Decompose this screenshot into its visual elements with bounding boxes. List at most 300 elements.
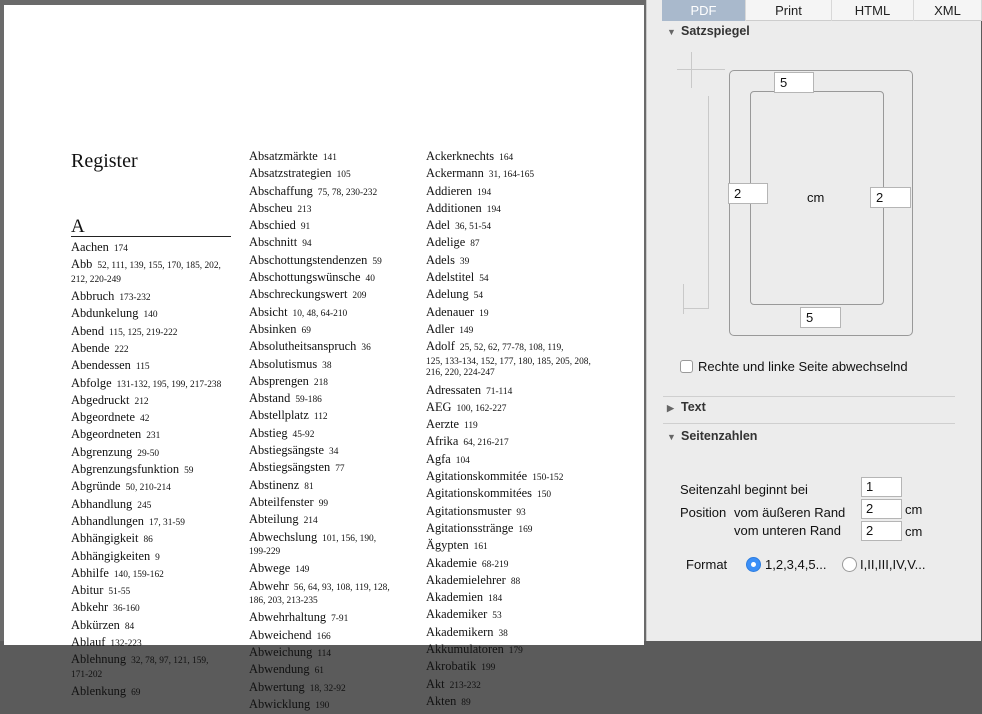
index-pages: 38	[322, 360, 332, 371]
index-term: Adelung	[426, 287, 469, 302]
index-entry	[426, 521, 598, 538]
index-term: Abschreckungswert	[249, 287, 348, 302]
index-term: Abgeordneten	[71, 427, 142, 442]
index-term: Abend	[71, 323, 105, 338]
index-entry	[71, 376, 239, 393]
bottom-margin-label: vom unteren Rand	[734, 523, 841, 538]
index-entry	[426, 270, 598, 287]
index-pages: 61	[314, 666, 324, 677]
format-tabs	[662, 0, 982, 21]
index-term: Ablenkung	[71, 684, 127, 699]
index-entry	[249, 235, 417, 252]
guide-line	[683, 308, 709, 309]
index-term: Akademie	[426, 555, 477, 570]
index-pages: 119	[464, 421, 478, 432]
tab-xml[interactable]: XML	[914, 0, 982, 21]
index-entry	[426, 573, 598, 590]
index-term: Abwechslung	[249, 529, 318, 544]
register-title: Register	[71, 150, 138, 172]
index-entry	[71, 652, 239, 681]
index-entry	[426, 659, 598, 676]
index-entry	[426, 218, 598, 235]
disclosure-open-icon: ▼	[667, 432, 676, 442]
index-entry	[426, 383, 598, 400]
index-pages: 149	[295, 565, 310, 576]
format-label: Format	[686, 557, 728, 572]
index-pages: 150-152	[532, 473, 564, 484]
index-pages: 86	[143, 535, 153, 546]
index-entry	[249, 374, 417, 391]
index-entry	[426, 287, 598, 304]
index-pages: 53	[492, 611, 502, 622]
index-pages: 69	[301, 325, 311, 336]
index-entry	[249, 610, 417, 627]
index-pages: 213-232	[449, 680, 481, 691]
index-pages: 45-92	[292, 429, 315, 440]
index-term: Adler	[426, 321, 455, 336]
index-pages: 89	[461, 697, 471, 708]
index-pages: 59	[372, 256, 382, 267]
index-pages: 69	[131, 688, 141, 699]
index-pages: 36, 51-54	[455, 222, 492, 233]
index-term: Afrika	[426, 434, 459, 449]
index-term: Agfa	[426, 451, 451, 466]
index-pages: 34	[329, 447, 339, 458]
index-term: Agitationsmuster	[426, 503, 512, 518]
index-pages: 59-186	[295, 395, 322, 406]
index-pages: 36	[361, 343, 371, 354]
index-term: Abgründe	[71, 479, 121, 494]
index-entry	[249, 201, 417, 218]
index-entry	[426, 538, 598, 555]
index-entry	[426, 434, 598, 451]
index-term: Absolutheitsanspruch	[249, 339, 357, 354]
index-term: Abgeordnete	[71, 410, 135, 425]
index-entry	[71, 549, 239, 566]
index-pages: 209	[352, 291, 367, 302]
index-term: Abstellplatz	[249, 408, 309, 423]
index-pages: 77	[335, 464, 345, 475]
index-term: Abhandlung	[71, 496, 133, 511]
index-term: Abweichend	[249, 627, 312, 642]
index-entry	[71, 684, 239, 701]
index-pages: 194	[486, 204, 501, 215]
index-pages: 54	[479, 274, 489, 285]
index-pages: 101, 156, 190,	[322, 533, 377, 544]
index-entry	[249, 391, 417, 408]
index-entry	[249, 662, 417, 679]
index-entry	[71, 341, 239, 358]
index-term: Abb	[71, 257, 93, 272]
index-entry	[426, 305, 598, 322]
alternate-pages-checkbox[interactable]	[680, 360, 693, 373]
page-start-label: Seitenzahl beginnt bei	[680, 482, 808, 497]
index-entry	[426, 642, 598, 659]
index-entry	[426, 469, 598, 486]
index-entry	[249, 443, 417, 460]
index-pages: 174	[113, 244, 128, 254]
index-term: Abende	[71, 340, 110, 355]
index-term: Absatzmärkte	[249, 149, 318, 163]
index-term: Abhängigkeiten	[71, 548, 151, 563]
satzspiegel-header[interactable]	[667, 24, 750, 38]
index-pages: 71-114	[486, 386, 513, 397]
index-pages: 25, 52, 62, 77-78, 108, 119,	[459, 343, 564, 354]
index-entry	[71, 566, 239, 583]
index-term: Abteilung	[249, 512, 299, 527]
index-term: Abbruch	[71, 289, 115, 304]
index-pages: 214	[303, 516, 318, 527]
index-entry	[249, 512, 417, 529]
index-entry	[249, 495, 417, 512]
index-column-1	[71, 240, 239, 701]
index-pages: 18, 32-92	[309, 683, 346, 694]
index-pages: 68-219	[481, 559, 509, 570]
index-term: AEG	[426, 399, 452, 414]
index-entry	[71, 445, 239, 462]
index-term: Abstiegsängsten	[249, 460, 331, 475]
index-entry	[249, 628, 417, 645]
index-entry	[71, 324, 239, 341]
index-entry	[71, 410, 239, 427]
index-entry	[71, 635, 239, 652]
index-term: Addieren	[426, 183, 473, 198]
divider	[663, 423, 955, 424]
seitenzahlen-header[interactable]	[667, 429, 757, 443]
index-term: Abwehr	[249, 578, 289, 593]
index-pages: 131-132, 195, 199, 217-238	[116, 379, 222, 390]
guide-line	[708, 96, 709, 308]
position-label: Position	[680, 505, 727, 520]
outer-margin-label: vom äußeren Rand	[734, 505, 846, 520]
index-entry	[426, 677, 598, 694]
index-term: Adels	[426, 252, 455, 267]
index-term: Absatzstrategien	[249, 166, 332, 181]
index-term: Ablehnung	[71, 652, 127, 667]
index-term: Adelstitel	[426, 270, 475, 285]
index-entry	[249, 305, 417, 322]
index-pages: 32, 78, 97, 121, 159,	[131, 656, 209, 667]
index-term: Abstieg	[249, 425, 288, 440]
index-term: Abfolge	[71, 375, 112, 390]
index-term: Abstand	[249, 391, 291, 406]
seitenzahlen-heading: Seitenzahlen	[681, 429, 758, 443]
index-pages: 93	[516, 507, 526, 518]
index-pages: 140, 159-162	[113, 569, 164, 580]
guide-line	[683, 284, 684, 314]
outer-margin-input[interactable]: 2	[861, 499, 902, 519]
index-pages-continued: 186, 203, 213-235	[249, 595, 318, 606]
index-term: Abendessen	[71, 358, 131, 373]
index-pages: 184	[488, 594, 503, 605]
index-pages-continued: 125, 133-134, 152, 177, 180, 185, 205, 208, 216, 220, 224-247	[426, 356, 591, 379]
index-pages: 222	[114, 344, 129, 355]
index-pages: 87	[470, 239, 480, 250]
index-term: Abgedruckt	[71, 392, 130, 407]
index-pages: 173-232	[119, 293, 151, 304]
index-entry	[249, 253, 417, 270]
index-entry	[426, 253, 598, 270]
guide-line	[691, 52, 692, 88]
index-term: Akademiker	[426, 607, 488, 622]
index-pages: 50, 210-214	[125, 483, 171, 494]
index-pages: 166	[316, 631, 331, 642]
index-entry	[71, 393, 239, 410]
index-term: Abkürzen	[71, 617, 120, 632]
format-roman-label: I,II,III,IV,V...	[860, 557, 926, 572]
index-pages-continued: 199-229	[249, 546, 281, 557]
index-pages: 36-160	[113, 604, 140, 615]
index-entry	[249, 218, 417, 235]
index-pages: 149	[459, 325, 474, 336]
index-term: Ackermann	[426, 166, 484, 181]
index-entry	[71, 306, 239, 323]
index-entry	[249, 645, 417, 662]
index-entry	[249, 339, 417, 356]
index-entry	[249, 478, 417, 495]
index-term: Adolf	[426, 339, 455, 354]
index-pages-continued: 212, 220-249	[71, 274, 121, 285]
index-entry	[426, 322, 598, 339]
index-term: Abwehrhaltung	[249, 610, 327, 625]
export-sidebar	[646, 0, 981, 641]
index-entry	[426, 556, 598, 573]
index-entry	[71, 497, 239, 514]
index-pages: 169	[518, 524, 533, 535]
index-pages: 231	[146, 431, 161, 442]
index-term: Agitationskommitée	[426, 469, 528, 484]
index-entry	[71, 600, 239, 617]
index-pages: 52, 111, 139, 155, 170, 185, 202,	[97, 261, 221, 272]
index-term: Abwege	[249, 561, 291, 576]
index-pages: 84	[124, 621, 135, 632]
index-term: Abkehr	[71, 600, 109, 615]
index-pages: 150	[537, 490, 552, 501]
index-pages: 91	[300, 222, 311, 233]
index-pages: 161	[473, 542, 488, 553]
index-term: Abschottungswünsche	[249, 270, 361, 285]
index-term: Abwicklung	[249, 696, 311, 711]
margin-diagram	[677, 48, 917, 338]
index-term: Akkumulatoren	[426, 642, 504, 657]
index-column-3	[426, 149, 598, 711]
index-term: Abweichung	[249, 645, 313, 660]
index-entry	[426, 504, 598, 521]
index-pages: 59	[184, 466, 194, 477]
format-arabic-label: 1,2,3,4,5...	[765, 557, 827, 572]
index-pages: 245	[137, 500, 152, 511]
index-pages: 112	[313, 412, 328, 423]
index-entry	[71, 514, 239, 531]
index-pages: 31, 164-165	[488, 170, 535, 181]
index-term: Abhandlungen	[71, 513, 144, 528]
format-roman-radio[interactable]	[842, 557, 857, 572]
bottom-margin-unit: cm	[905, 524, 923, 539]
index-pages: 9	[155, 552, 160, 563]
index-pages: 94	[302, 239, 312, 250]
index-term: Abhängigkeit	[71, 531, 139, 546]
index-entry	[426, 417, 598, 434]
index-pages: 39	[459, 256, 470, 267]
index-entry	[249, 322, 417, 339]
index-pages: 51-55	[108, 587, 131, 598]
index-pages: 194	[477, 187, 492, 198]
tab-print[interactable]: Print	[746, 0, 832, 21]
index-term: Abscheu	[249, 200, 293, 215]
index-pages: 115, 125, 219-222	[109, 327, 178, 338]
index-entry	[71, 479, 239, 496]
index-entry	[249, 561, 417, 578]
index-term: Abitur	[71, 583, 104, 598]
margin-top-input[interactable]: 5	[774, 72, 814, 93]
index-entry	[249, 460, 417, 477]
margin-unit-label: cm	[807, 190, 825, 205]
index-pages: 100, 162-227	[456, 403, 507, 414]
index-entry	[249, 184, 417, 201]
index-entry	[249, 680, 417, 697]
index-entry	[71, 583, 239, 600]
index-entry	[426, 339, 598, 379]
index-term: Additionen	[426, 200, 482, 215]
index-pages: 140	[143, 310, 158, 321]
index-column-2	[249, 149, 417, 714]
index-term: Akten	[426, 693, 457, 708]
index-pages: 132-223	[110, 639, 142, 650]
format-arabic-radio[interactable]	[746, 557, 761, 572]
index-entry	[249, 579, 417, 608]
index-entry	[426, 184, 598, 201]
index-entry	[71, 240, 239, 257]
index-pages: 105	[336, 170, 351, 181]
index-entry	[249, 530, 417, 559]
index-entry	[426, 625, 598, 642]
index-entry	[426, 486, 598, 503]
tab-html[interactable]: HTML	[832, 0, 914, 21]
index-entry	[249, 357, 417, 374]
disclosure-closed-icon: ▶	[667, 403, 674, 413]
index-entry	[71, 289, 239, 306]
index-entry	[71, 358, 239, 375]
index-pages: 199	[481, 663, 496, 674]
index-term: Akademielehrer	[426, 572, 506, 587]
guide-line	[677, 69, 725, 70]
index-pages: 218	[313, 377, 328, 388]
index-term: Abstiegsängste	[249, 443, 325, 458]
index-term: Abhilfe	[71, 565, 109, 580]
text-section-header[interactable]	[667, 400, 706, 414]
index-entry	[249, 408, 417, 425]
index-entry	[71, 531, 239, 548]
index-entry	[426, 590, 598, 607]
index-entry	[249, 697, 417, 714]
index-pages: 190	[315, 700, 330, 711]
index-term: Adenauer	[426, 304, 475, 319]
index-term: Aachen	[71, 240, 109, 254]
index-pages: 213	[297, 204, 312, 215]
index-term: Ablauf	[71, 635, 106, 650]
bottom-margin-input[interactable]: 2	[861, 521, 902, 541]
margin-left-input[interactable]: 2	[728, 183, 768, 204]
index-term: Abstinenz	[249, 477, 300, 492]
disclosure-open-icon: ▼	[667, 27, 676, 37]
index-pages: 81	[304, 481, 314, 492]
index-pages: 17, 31-59	[148, 517, 185, 528]
index-term: Absinken	[249, 321, 297, 336]
index-entry	[426, 235, 598, 252]
index-entry	[71, 618, 239, 635]
index-term: Abschnitt	[249, 235, 298, 250]
index-entry	[249, 270, 417, 287]
index-term: Abdunkelung	[71, 306, 139, 321]
index-pages-continued: 171-202	[71, 669, 103, 680]
margin-bottom-input[interactable]: 5	[800, 307, 841, 328]
index-term: Absicht	[249, 304, 288, 319]
index-pages: 19	[479, 308, 489, 319]
index-pages: 38	[498, 628, 508, 639]
index-entry	[426, 201, 598, 218]
index-pages: 64, 216-217	[463, 438, 509, 449]
document-page	[4, 5, 644, 711]
index-entry	[426, 607, 598, 624]
index-term: Adelige	[426, 235, 466, 250]
index-entry	[249, 426, 417, 443]
index-entry	[426, 452, 598, 469]
index-term: Aerzte	[426, 417, 460, 432]
index-term: Akademikern	[426, 624, 494, 639]
index-term: Abwendung	[249, 662, 310, 677]
index-pages: 114	[317, 649, 332, 660]
margin-right-input[interactable]: 2	[870, 187, 911, 208]
index-pages: 75, 78, 230-232	[317, 187, 378, 198]
index-entry	[71, 427, 239, 444]
index-entry	[426, 166, 598, 183]
index-term: Akt	[426, 676, 445, 691]
index-pages: 179	[508, 646, 523, 657]
index-pages: 212	[134, 396, 149, 407]
index-pages: 99	[318, 498, 329, 509]
index-entry	[71, 257, 239, 286]
page-start-input[interactable]: 1	[861, 477, 902, 497]
index-term: Adel	[426, 218, 451, 233]
index-term: Ackerknechts	[426, 149, 495, 163]
text-heading: Text	[681, 400, 706, 414]
index-term: Adressaten	[426, 382, 482, 397]
index-entry	[426, 400, 598, 417]
satzspiegel-heading: Satzspiegel	[681, 24, 750, 38]
index-pages: 7-91	[331, 614, 349, 625]
index-term: Akrobatik	[426, 659, 477, 674]
index-term: Akademien	[426, 590, 484, 605]
index-term: Absolutismus	[249, 356, 318, 371]
index-term: Abwertung	[249, 679, 305, 694]
tab-pdf[interactable]: PDF	[662, 0, 746, 21]
index-pages: 54	[473, 291, 484, 302]
index-term: Ägypten	[426, 538, 469, 553]
index-pages: 141	[322, 153, 337, 163]
index-entry	[426, 694, 598, 711]
index-entry	[249, 149, 417, 166]
index-entry	[249, 287, 417, 304]
index-pages: 10, 48, 64-210	[292, 308, 348, 319]
index-pages: 29-50	[137, 448, 160, 459]
index-pages: 164	[499, 153, 514, 163]
index-term: Agitationsstränge	[426, 520, 514, 535]
index-entry	[249, 166, 417, 183]
index-pages: 104	[455, 455, 470, 466]
index-term: Abschaffung	[249, 183, 313, 198]
index-entry	[71, 462, 239, 479]
index-term: Abgrenzungsfunktion	[71, 462, 180, 477]
